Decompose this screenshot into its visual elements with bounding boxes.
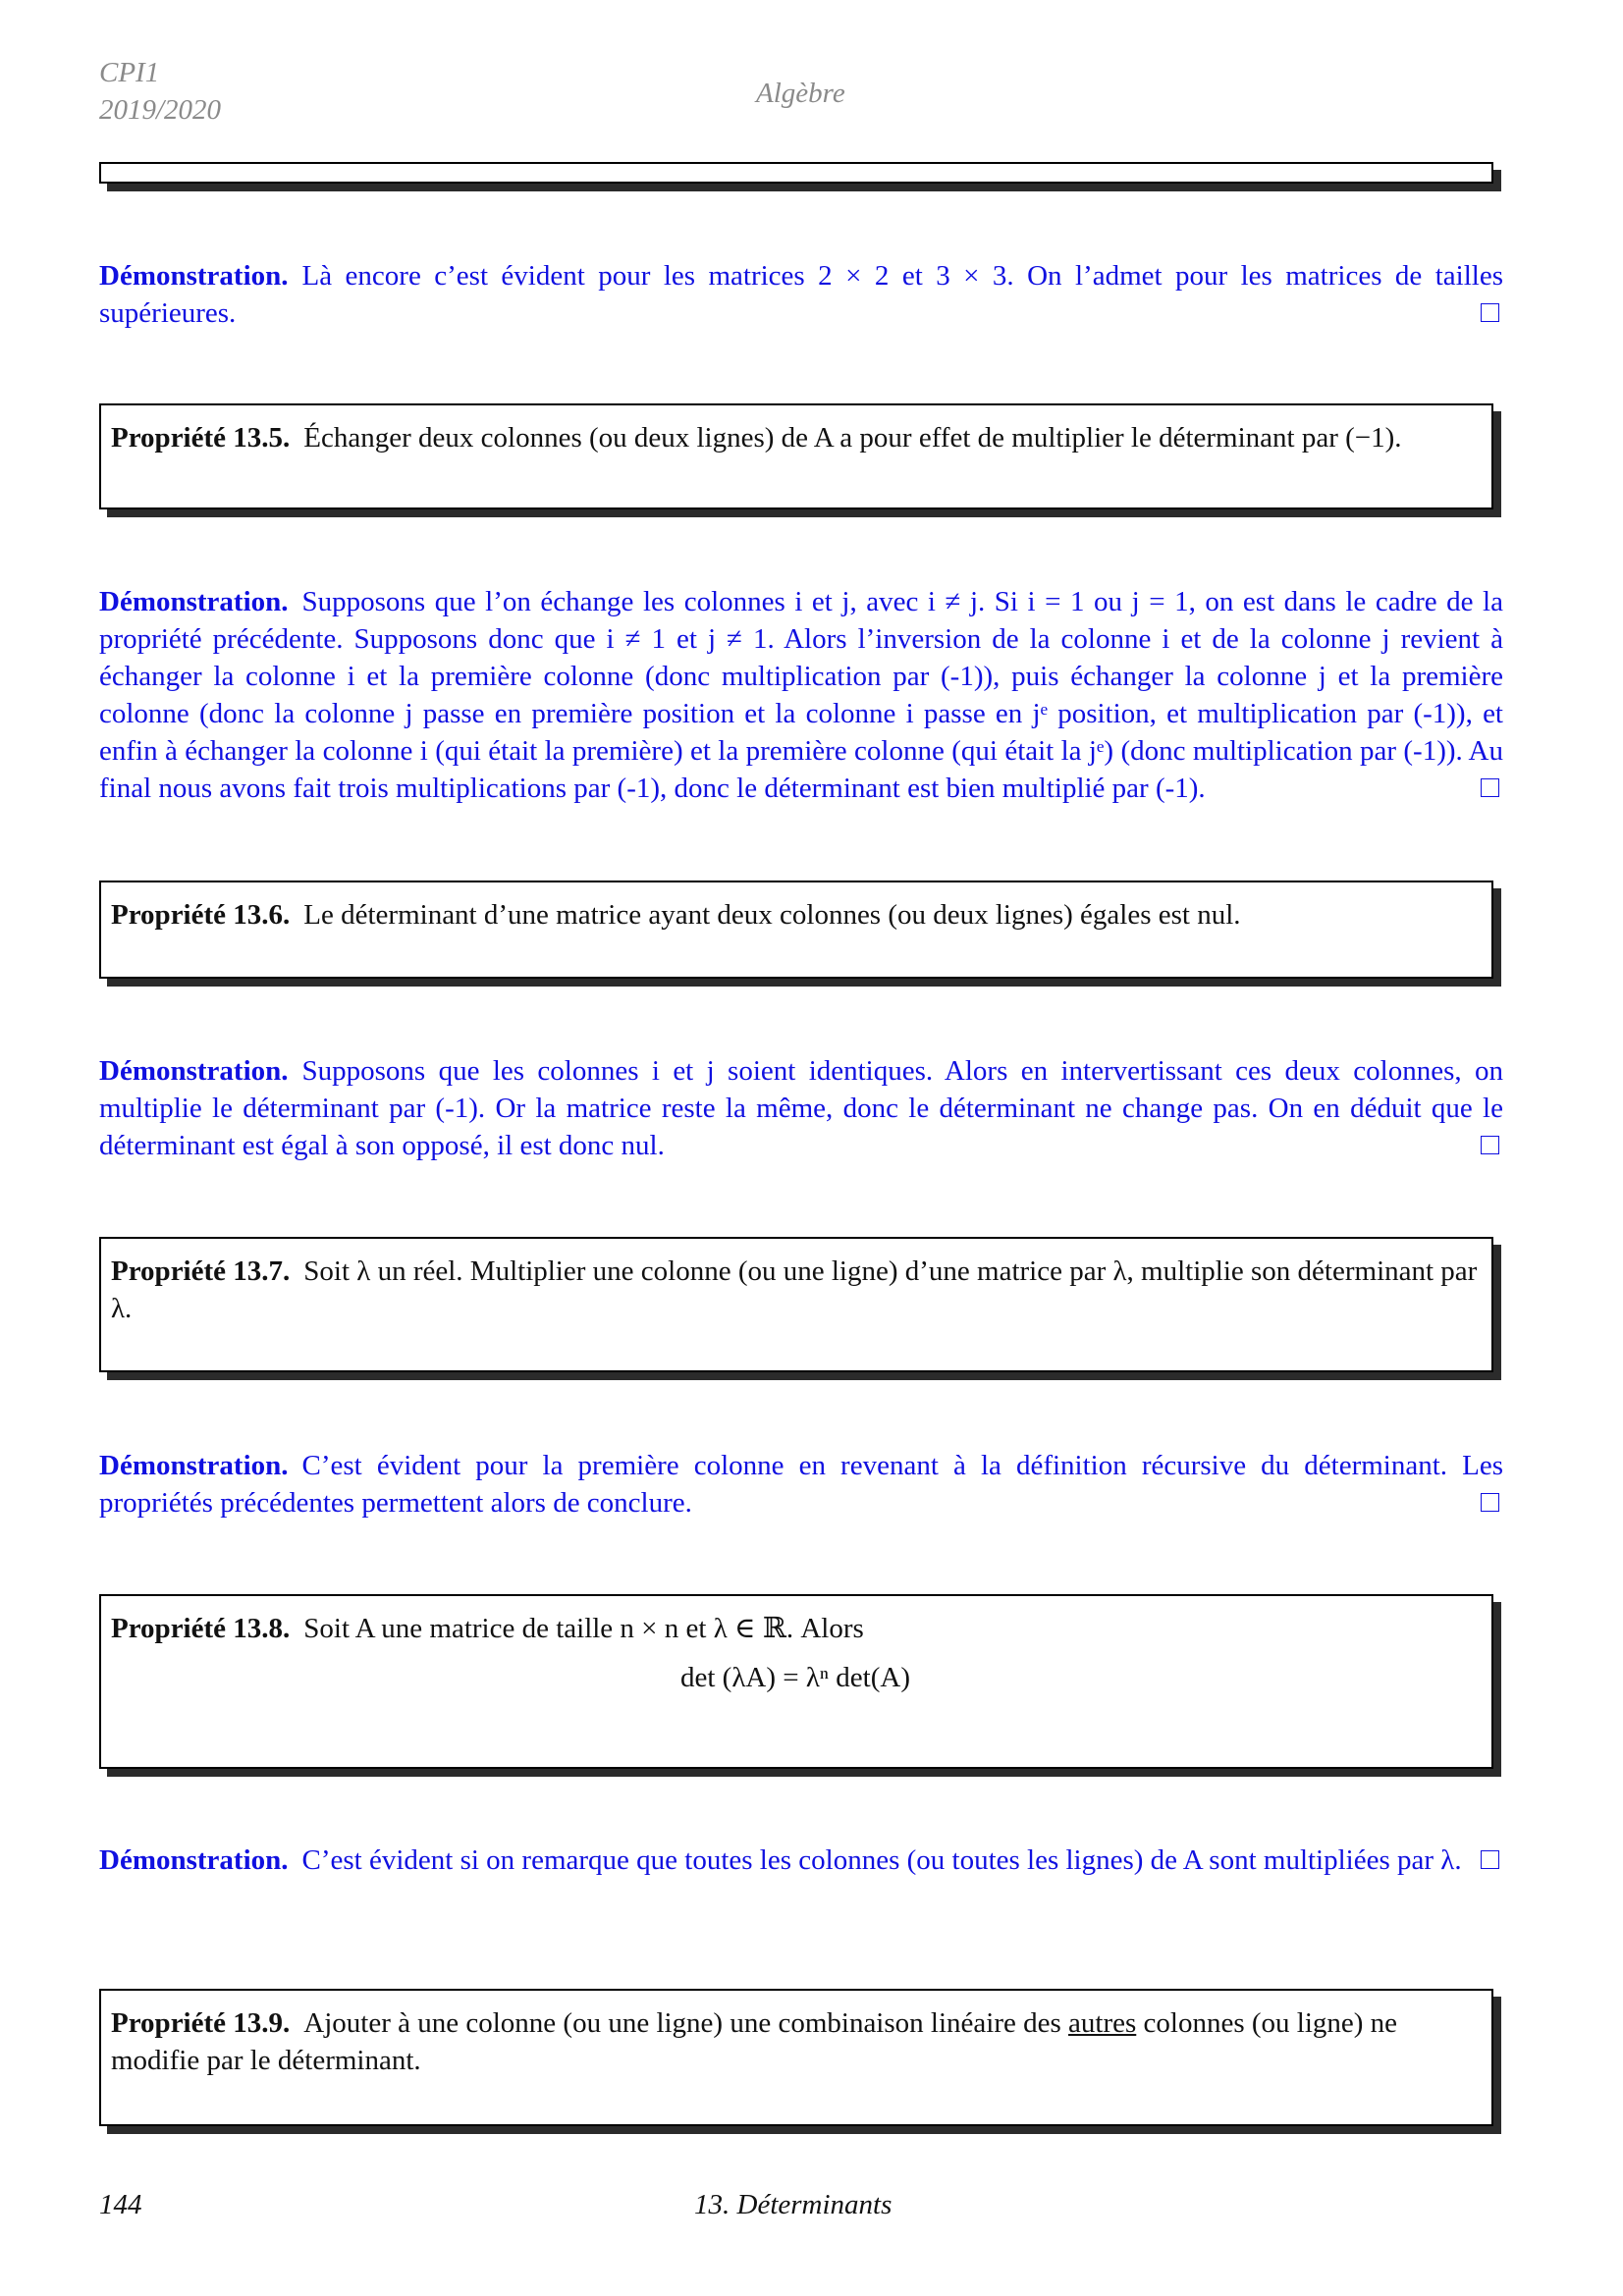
property-label: Propriété 13.6. (111, 899, 291, 931)
header-course: CPI1 (99, 57, 160, 88)
property-text: Le déterminant d’une matrice ayant deux colonnes (ou deux lignes) égales est nul. (303, 899, 1241, 931)
footer-chapter: 13. Déterminants (694, 2189, 893, 2220)
demo-text: Supposons que les colonnes i et j soient identiques. Alors en intervertissant ces deux colonnes, on multiplie le déterminant par (-1). Or la matrice reste la même, donc le déterminant ne change pas. On en déduit que le déterminant est égal à son opposé, il est donc nul. (99, 1055, 1503, 1161)
property-label: Propriété 13.9. (111, 2007, 291, 2039)
property-box-13-7 (99, 1237, 1493, 1372)
property-box-13-9 (99, 1989, 1493, 2126)
footer-page-number: 144 (99, 2189, 142, 2220)
property-formula: det (λA) = λⁿ det(A) (680, 1662, 910, 1693)
property-box-13-5 (99, 403, 1493, 509)
demo-label: Démonstration. (99, 1055, 289, 1087)
qed-square-icon (1481, 1850, 1499, 1869)
property-box-13-8 (99, 1594, 1493, 1769)
property-text-after: colonnes (ou ligne) ne modifie par le déterminant. (111, 2007, 1398, 2076)
demo-text: C’est évident pour la première colonne en revenant à la définition récursive du déterminant. Les propriétés précédentes permettent alors de conclure. (99, 1450, 1503, 1519)
property-text-underlined: autres (1068, 2007, 1137, 2039)
property-text: Échanger deux colonnes (ou deux lignes) de A a pour effet de multiplier le déterminant par (−1). (303, 422, 1402, 454)
demo-text: Là encore c’est évident pour les matrices 2 × 2 et 3 × 3. On l’admet pour les matrices de tailles supérieures. (99, 260, 1503, 329)
demonstration-4 (99, 1447, 1503, 1522)
property-label: Propriété 13.8. (111, 1613, 291, 1644)
demo-text: Supposons que l’on échange les colonnes i et j, avec i ≠ j. Si i = 1 ou j = 1, on est dans le cadre de la propriété précédente. Supposons donc que i ≠ 1 et j ≠ 1. Alors l’inversion de la colonne i et de la colonne j revient à échanger la colonne i et la première colonne (donc multiplication par (-1)), puis échanger la colonne j et la première colonne (donc la colonne j passe en première position et la colonne i passe en jᵉ position, et multiplication par (-1)), et enfin à échanger la colonne i (qui était la première) et la première colonne (qui était la jᵉ) (donc multiplication par (-1)). Au final nous avons fait trois multiplications par (-1), donc le déterminant est bien multiplié par (-1). (99, 586, 1503, 804)
qed-square-icon (1481, 1493, 1499, 1512)
header-year: 2019/2020 (99, 94, 222, 126)
property-text: Soit A une matrice de taille n × n et λ ∈ ℝ. Alors (303, 1613, 864, 1644)
header-course-info (99, 54, 221, 129)
demonstration-2 (99, 583, 1503, 807)
property-label: Propriété 13.7. (111, 1255, 291, 1287)
demonstration-1 (99, 257, 1503, 332)
demo-label: Démonstration. (99, 260, 289, 292)
qed-square-icon (1481, 778, 1499, 797)
property-text-before: Ajouter à une colonne (ou une ligne) une combinaison linéaire des (303, 2007, 1061, 2039)
previous-property-box-end (99, 162, 1493, 184)
demo-label: Démonstration. (99, 1844, 289, 1876)
header-subject: Algèbre (756, 78, 845, 109)
property-text: Soit λ un réel. Multiplier une colonne (ou une ligne) d’une matrice par λ, multiplie son déterminant par λ. (111, 1255, 1478, 1324)
qed-square-icon (1481, 303, 1499, 322)
demonstration-3 (99, 1052, 1503, 1164)
property-label: Propriété 13.5. (111, 422, 291, 454)
qed-square-icon (1481, 1136, 1499, 1154)
demo-label: Démonstration. (99, 1450, 289, 1481)
demonstration-5 (99, 1842, 1503, 1879)
property-box-13-6 (99, 881, 1493, 979)
demo-label: Démonstration. (99, 586, 289, 617)
demo-text: C’est évident si on remarque que toutes les colonnes (ou toutes les lignes) de A sont multipliées par λ. (301, 1844, 1462, 1876)
